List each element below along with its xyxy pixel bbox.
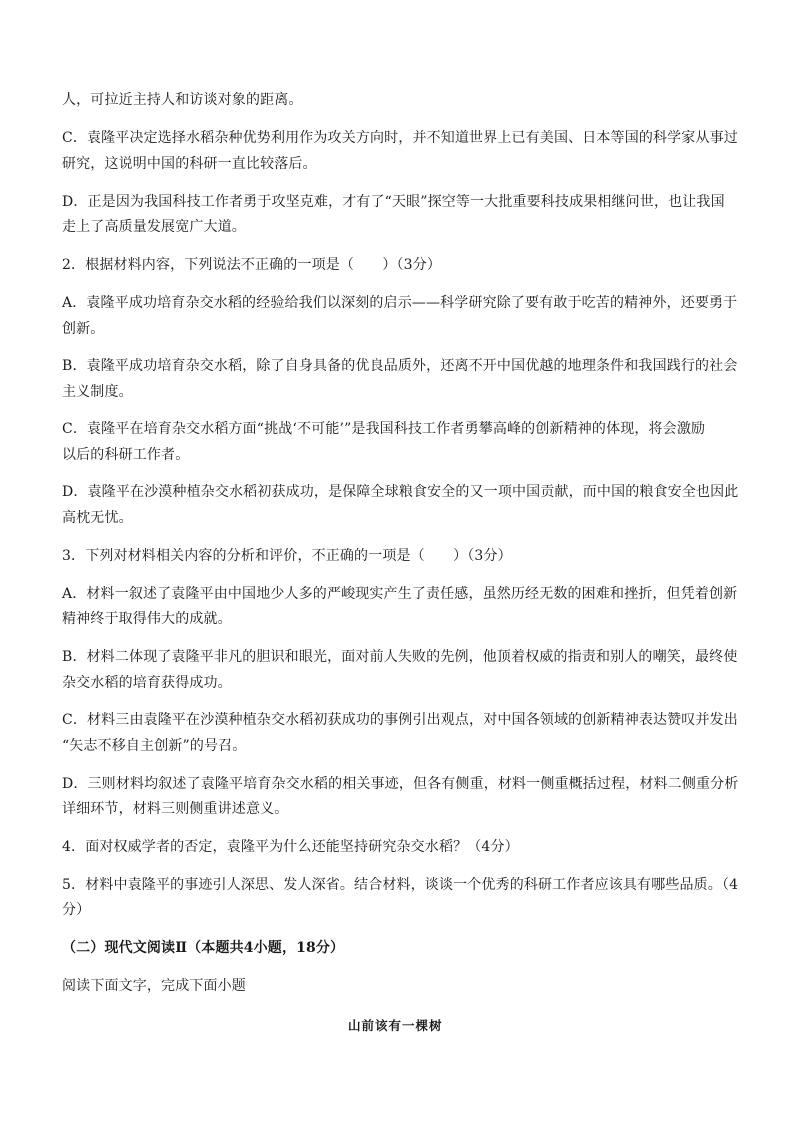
- text-line: 以后的科研工作者。: [62, 447, 190, 463]
- question-2: 2．根据材料内容，下列说法不正确的一项是（ ）（3分）: [62, 257, 442, 273]
- option-b: B．材料二体现了袁隆平非凡的胆识和眼光，面对前人失败的先例，他顶着权威的指责和别人的嘲笑，最终使: [62, 649, 738, 665]
- question-3: 3．下列对材料相关内容的分析和评价，不正确的一项是（ ）（3分）: [62, 548, 512, 564]
- article-title: 山前该有一棵树: [348, 1018, 443, 1033]
- text-line: 精神终于取得伟大的成就。: [62, 611, 232, 627]
- option-c: C．袁隆平在培育杂交水稻方面“挑战‘不可能’”是我国科技工作者勇攀高峰的创新精神的体现，将会激励: [62, 421, 706, 437]
- text-line: 杂交水稻的培育获得成功。: [62, 675, 232, 691]
- text-line: C．袁隆平决定选择水稻杂种优势利用作为攻关方向时，并不知道世界上已有美国、日本等国的科学家从事过: [62, 130, 738, 146]
- question-5: 5．材料中袁隆平的事迹引人深思、发人深省。结合材料，谈谈一个优秀的科研工作者应该具有哪些品质。（4: [62, 877, 739, 893]
- option-a: A．袁隆平成功培育杂交水稻的经验给我们以深刻的启示——科学研究除了要有敢于吃苦的精神外，还要勇于: [62, 295, 738, 311]
- text-line: D．正是因为我国科技工作者勇于攻坚克难，才有了“天眼”探空等一大批重要科技成果相继问世，也让我国: [62, 194, 725, 210]
- text-line: 创新。: [62, 321, 105, 337]
- text-line: 高枕无忧。: [62, 510, 133, 526]
- text-line: 分）: [62, 902, 91, 918]
- option-a: A．材料一叙述了袁隆平由中国地少人多的严峻现实产生了责任感，虽然历经无数的困难和挫折，但凭着创新: [62, 586, 738, 602]
- option-b: B．袁隆平成功培育杂交水稻，除了自身具备的优良品质外，还离不开中国优越的地理条件和我国践行的社会: [62, 358, 738, 374]
- text-line: 研究，这说明中国的科研一直比较落后。: [62, 156, 317, 172]
- section-heading: （二）现代文阅读Ⅱ（本题共4小题，18分）: [62, 940, 345, 956]
- question-4: 4．面对权威学者的否定，袁隆平为什么还能坚持研究杂交水稻？（4分）: [62, 839, 519, 855]
- text-line: “矢志不移自主创新”的号召。: [62, 738, 247, 754]
- text-line: 主义制度。: [62, 384, 133, 400]
- instruction-text: 阅读下面文字，完成下面小题: [62, 978, 246, 994]
- option-d: D．袁隆平在沙漠种植杂交水稻初获成功，是保障全球粮食安全的又一项中国贡献，而中国的粮食安全也因此: [62, 484, 739, 500]
- option-c: C．材料三由袁隆平在沙漠种植杂交水稻初获成功的事例引出观点，对中国各领域的创新精神表达赞叹并发出: [62, 712, 738, 728]
- text-line: 走上了高质量发展宽广大道。: [62, 219, 246, 235]
- text-line: 详细环节，材料三则侧重讲述意义。: [62, 801, 289, 817]
- option-d: D．三则材料均叙述了袁隆平培育杂交水稻的相关事迹，但各有侧重，材料一侧重概括过程，材料二侧重分析: [62, 776, 739, 792]
- text-line: 人，可拉近主持人和访谈对象的距离。: [62, 92, 303, 108]
